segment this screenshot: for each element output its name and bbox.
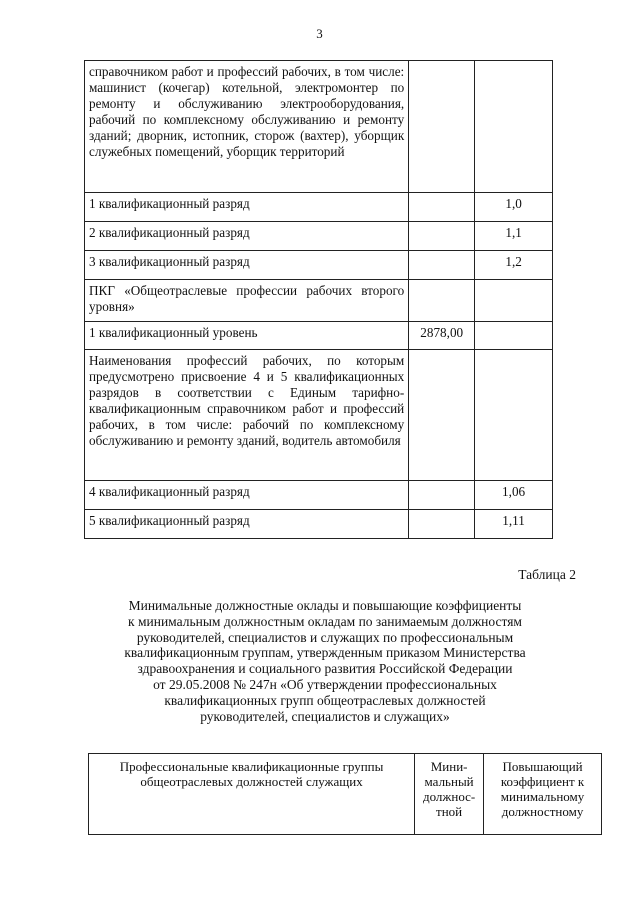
profession-name-cell: 5 квалификационный разряд — [85, 510, 409, 539]
table-title-line: к минимальным должностным окладам по занимаемым должностям — [128, 613, 522, 629]
table-title-line: квалификационных групп общеотраслевых должностей — [164, 692, 486, 708]
table-title-line: квалификационным группам, утвержденным приказом Министерства — [124, 645, 526, 661]
salary-cell — [409, 350, 475, 481]
table-title — [90, 598, 560, 724]
table-row — [85, 322, 553, 350]
table-title-line: здравоохранения и социального развития Российской Федерации — [137, 661, 513, 677]
table-title-line: руководителей, специалистов и служащих по профессиональным — [136, 629, 514, 645]
coefficient-cell: 1,1 — [475, 222, 553, 251]
salary-table-2 — [88, 753, 602, 835]
salary-cell — [409, 510, 475, 539]
table-title-line: от 29.05.2008 № 247н «Об утверждении профессиональных — [153, 676, 497, 692]
salary-cell — [409, 251, 475, 280]
profession-name-cell: 4 квалификационный разряд — [85, 481, 409, 510]
profession-group-cell: ПКГ «Общеотраслевые профессии рабочих второго уровня» — [85, 280, 409, 322]
table-row — [85, 280, 553, 322]
table-row — [85, 510, 553, 539]
salary-cell: 2878,00 — [409, 322, 475, 350]
coefficient-cell: 1,06 — [475, 481, 553, 510]
profession-name-cell: 3 квалификационный разряд — [85, 251, 409, 280]
page-number: 3 — [316, 26, 323, 41]
coefficient-cell: 1,11 — [475, 510, 553, 539]
profession-name-cell: 1 квалификационный разряд — [85, 193, 409, 222]
header-coefficient: Повышающий коэффициент к минимальному должностному — [484, 754, 602, 835]
table-row — [85, 481, 553, 510]
coefficient-cell — [475, 350, 553, 481]
header-professional-groups: Профессиональные квалификационные группы общеотраслевых должностей служащих — [89, 754, 415, 835]
salary-cell — [409, 61, 475, 193]
salary-cell — [409, 280, 475, 322]
coefficient-cell — [475, 280, 553, 322]
profession-name-cell: справочником работ и профессий рабочих, в том числе: машинист (кочегар) котельной, электромонтер по ремонту и обслуживанию электрооборудования, рабочий по комплексному обслуживанию и ремонту зданий; дворник, истопник, сторож (вахтер), уборщик служебных помещений, уборщик территорий — [85, 61, 409, 193]
salary-cell — [409, 193, 475, 222]
table-title-line: Минимальные должностные оклады и повышающие коэффициенты — [128, 598, 522, 613]
table-header-row — [89, 754, 602, 835]
table-row — [85, 193, 553, 222]
table-row — [85, 222, 553, 251]
table-row — [85, 350, 553, 481]
coefficient-cell: 1,2 — [475, 251, 553, 280]
salary-cell — [409, 481, 475, 510]
salary-table-continued — [84, 60, 553, 539]
header-min-salary: Мини- мальный должнос- тной — [415, 754, 484, 835]
profession-name-cell: Наименования профессий рабочих, по которым предусмотрено присвоение 4 и 5 квалификационных разрядов в соответствии с Единым тарифно-квалификационным справочником работ и профессий рабочих, в том числе: рабочий по комплексному обслуживанию и ремонту зданий, водитель автомобиля — [85, 350, 409, 481]
profession-name-cell: 1 квалификационный уровень — [85, 322, 409, 350]
table-title-line: руководителей, специалистов и служащих» — [200, 708, 450, 724]
coefficient-cell — [475, 322, 553, 350]
table-row — [85, 61, 553, 193]
coefficient-cell: 1,0 — [475, 193, 553, 222]
profession-name-cell: 2 квалификационный разряд — [85, 222, 409, 251]
salary-cell — [409, 222, 475, 251]
table-row — [85, 251, 553, 280]
table-caption: Таблица 2 — [518, 567, 576, 582]
coefficient-cell — [475, 61, 553, 193]
